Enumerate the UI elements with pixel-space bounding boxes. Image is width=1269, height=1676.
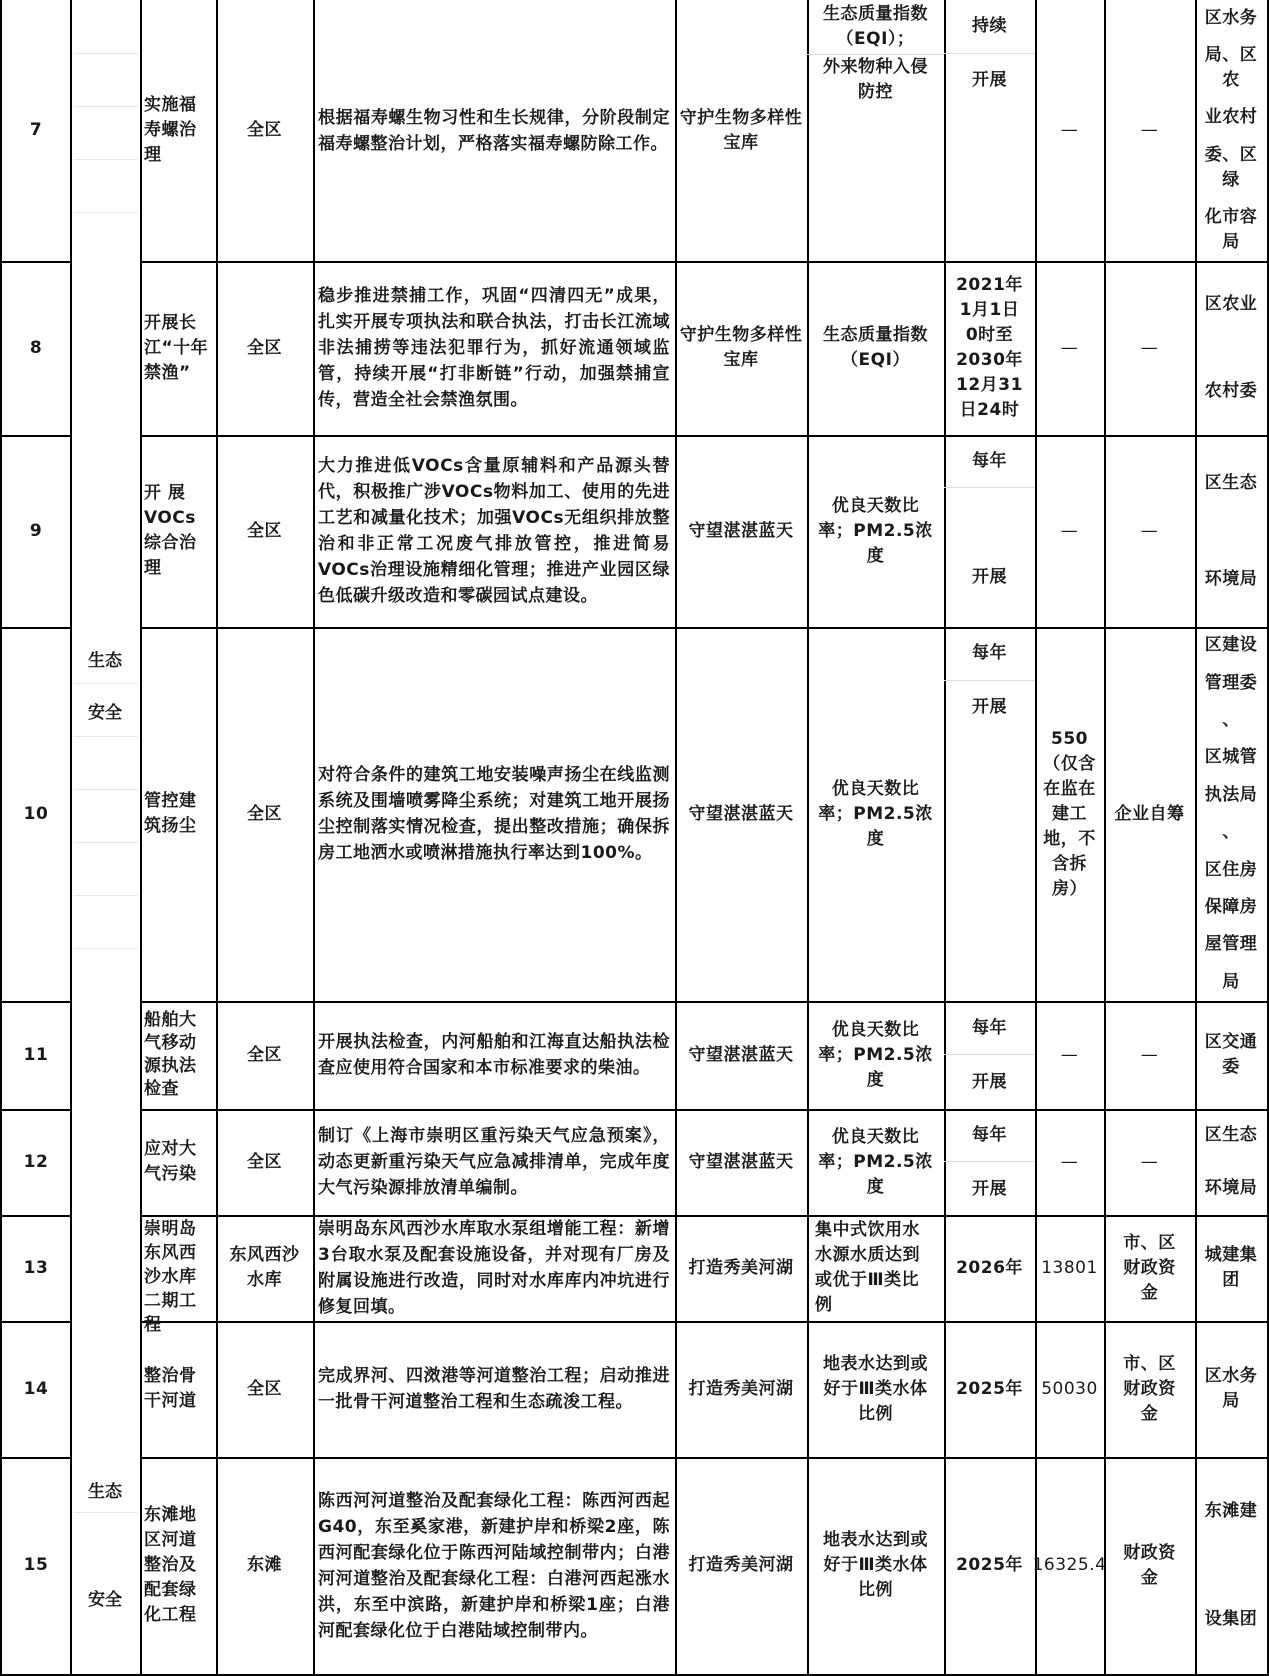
time-line: 开展: [972, 1072, 1007, 1093]
department-cell: [1195, 261, 1269, 437]
category-label: 生态: [88, 1482, 122, 1502]
scope-cell: 全区: [216, 1321, 315, 1459]
time-cell: [944, 627, 1037, 1003]
department-cell: 城建集团: [1195, 1215, 1269, 1323]
project-name: 东滩地区河道整治及配套绿化工程: [140, 1457, 218, 1676]
time-line: 每年: [944, 1109, 1035, 1162]
project-name: 管控建筑扬尘: [140, 627, 218, 1003]
department-cell: [1195, 627, 1269, 1003]
indicator-cell: 优良天数比率；PM2.5浓度: [807, 435, 946, 629]
indicator-cell: 集中式饮用水水源水质达到或优于Ⅲ类比例: [807, 1215, 946, 1323]
category-label: 生态: [88, 651, 122, 671]
category-cell: [70, 435, 142, 629]
scope-cell: 全区: [216, 1001, 315, 1111]
indicator-cell: 优良天数比率；PM2.5浓度: [807, 627, 946, 1003]
category-cell: [70, 1109, 142, 1217]
department-line: 农村委: [1204, 381, 1258, 401]
department-cell: [1195, 0, 1269, 263]
fund-source-cell: —: [1104, 435, 1197, 629]
rule-line: [74, 106, 138, 107]
department-line: 、: [1222, 822, 1240, 843]
rule-line: [74, 53, 138, 54]
category-cell: [70, 1215, 142, 1323]
content-cell: 陈西河河道整治及配套绿化工程：陈西河西起G40，东至奚家港，新建护岸和桥梁2座，陈西河配套绿化位于陈西河陆域控制带内；白港河河道整治及配套绿化工程：白港河西起涨水洪，东至中滨路，新建护岸和桥梁1座；白港河配套绿化位于白港陆域控制带内。: [313, 1457, 677, 1676]
time-line: 每年: [944, 1002, 1035, 1055]
indicator-line: 外来物种入侵防控: [823, 57, 928, 102]
row-number: 14: [0, 1321, 72, 1459]
project-name: 崇明岛东风西沙水库二期工程: [140, 1215, 218, 1323]
goal-cell: 打造秀美河湖: [675, 1457, 809, 1676]
investment-cell: —: [1035, 1001, 1106, 1111]
department-line: 区建设: [1204, 635, 1258, 656]
content-cell: 根据福寿螺生物习性和生长规律，分阶段制定福寿螺整治计划，严格落实福寿螺防除工作。: [313, 0, 677, 263]
time-line: 开展: [972, 697, 1007, 717]
indicator-cell: [807, 0, 946, 263]
scope-cell: 东滩: [216, 1457, 315, 1676]
investment-cell: —: [1035, 1109, 1106, 1217]
investment-cell: 50030: [1035, 1321, 1106, 1459]
indicator-line: 生态质量指数（EQI）；: [807, 0, 944, 55]
goal-cell: 打造秀美河湖: [675, 1321, 809, 1459]
department-line: 局: [1222, 971, 1240, 992]
scope-cell: 全区: [216, 435, 315, 629]
row-number: 7: [0, 0, 72, 263]
rule-line: [74, 212, 138, 213]
scope-cell: 全区: [216, 627, 315, 1003]
rule-line: [74, 948, 138, 949]
indicator-cell: 优良天数比率；PM2.5浓度: [807, 1001, 946, 1111]
department-line: 区水务: [1204, 8, 1258, 29]
project-name: 开展长江“十年禁渔”: [140, 261, 218, 437]
department-line: 区城管: [1204, 747, 1258, 768]
department-cell: 区交通委: [1195, 1001, 1269, 1111]
content-cell: 崇明岛东风西沙水库取水泵组增能工程：新增3台取水泵及配套设施设备，并对现有厂房及附属设施进行改造，同时对水库库内冲坑进行修复回填。: [313, 1215, 677, 1323]
time-cell: [944, 1001, 1037, 1111]
row-number: 11: [0, 1001, 72, 1111]
rule-line: [74, 683, 138, 684]
goal-cell: 守望湛湛蓝天: [675, 1109, 809, 1217]
rule-line: [74, 842, 138, 843]
category-cell: [70, 0, 142, 263]
time-cell: 2026年: [944, 1215, 1037, 1323]
department-line: 保障房: [1204, 896, 1258, 917]
department-line: 区农业: [1204, 294, 1258, 314]
goal-cell: 守护生物多样性宝库: [675, 261, 809, 437]
row-number: 9: [0, 435, 72, 629]
time-cell: [944, 0, 1037, 263]
department-line: 区住房: [1204, 859, 1258, 880]
time-line: 每年: [944, 627, 1035, 681]
time-cell: 2021年1月1日0时至2030年12月31日24时: [944, 261, 1037, 437]
fund-source-cell: —: [1104, 261, 1197, 437]
fund-source-cell: 市、区财政资金: [1104, 1215, 1197, 1323]
department-line: 业农村: [1204, 107, 1258, 128]
department-cell: 区水务局: [1195, 1321, 1269, 1459]
content-cell: 大力推进低VOCs含量原辅料和产品源头替代，积极推广涉VOCs物料加工、使用的先进工艺和减量化技术；加强VOCs无组织排放整治和非正常工况废气排放管控，推进简易VOCs治理设施精细化管理；推进产业园区绿色低碳升级改造和零碳园试点建设。: [313, 435, 677, 629]
indicator-cell: 优良天数比率；PM2.5浓度: [807, 1109, 946, 1217]
indicator-cell: 地表水达到或好于Ⅲ类水体比例: [807, 1321, 946, 1459]
time-line: 开展: [972, 70, 1007, 90]
project-name: 整治骨干河道: [140, 1321, 218, 1459]
fund-source-cell: 企业自筹: [1104, 627, 1197, 1003]
content-cell: 对符合条件的建筑工地安装噪声扬尘在线监测系统及围墙喷雾降尘系统；对建筑工地开展扬尘控制落实情况检查，提出整改措施；确保拆房工地洒水或喷淋措施执行率达到100%。: [313, 627, 677, 1003]
indicator-cell: 生态质量指数（EQI）: [807, 261, 946, 437]
department-line: 管理委: [1204, 672, 1258, 693]
department-line: 局、区农: [1204, 45, 1258, 91]
time-line: 持续: [944, 0, 1035, 54]
goal-cell: 守望湛湛蓝天: [675, 1001, 809, 1111]
department-line: 东滩建: [1204, 1500, 1258, 1521]
indicator-cell: 地表水达到或好于Ⅲ类水体比例: [807, 1457, 946, 1676]
fund-source-cell: —: [1104, 1001, 1197, 1111]
fund-source-cell: —: [1104, 1109, 1197, 1217]
department-line: 设集团: [1204, 1609, 1258, 1630]
category-cell: [70, 261, 142, 437]
scope-cell: 全区: [216, 261, 315, 437]
category-cell: [70, 1321, 142, 1459]
department-cell: [1195, 435, 1269, 629]
row-number: 15: [0, 1457, 72, 1676]
time-cell: 2025年: [944, 1457, 1037, 1676]
department-line: 环境局: [1204, 1178, 1258, 1198]
department-line: 执法局: [1204, 784, 1258, 805]
goal-cell: 守望湛湛蓝天: [675, 627, 809, 1003]
department-line: 屋管理: [1204, 934, 1258, 955]
goal-cell: 守护生物多样性宝库: [675, 0, 809, 263]
content-cell: 稳步推进禁捕工作，巩固“四清四无”成果，扎实开展专项执法和联合执法，打击长江流域非法捕捞等违法犯罪行为，抓好流通领域监管，持续开展“打非断链”行动，加强禁捕宣传，营造全社会禁渔氛围。: [313, 261, 677, 437]
fund-source-cell: 市、区财政资金: [1104, 1321, 1197, 1459]
investment-cell: —: [1035, 261, 1106, 437]
project-name: 开 展VOCs综合治理: [140, 435, 218, 629]
rule-line: [74, 159, 138, 160]
department-line: 化市容局: [1204, 206, 1258, 252]
row-number: 8: [0, 261, 72, 437]
department-line: 委、区绿: [1204, 144, 1258, 190]
project-name: 船舶大气移动源执法检查: [140, 1001, 218, 1111]
rule-line: [74, 1512, 138, 1513]
content-cell: 完成界河、四滧港等河道整治工程；启动推进一批骨干河道整治工程和生态疏浚工程。: [313, 1321, 677, 1459]
rule-line: [74, 895, 138, 896]
category-cell: [70, 1001, 142, 1111]
department-line: 区生态: [1204, 1125, 1258, 1145]
content-cell: 制订《上海市崇明区重污染天气应急预案》，动态更新重污染天气应急减排清单，完成年度大气污染源排放清单编制。: [313, 1109, 677, 1217]
department-line: 区生态: [1204, 472, 1258, 493]
investment-cell: —: [1035, 0, 1106, 263]
department-line: 、: [1222, 709, 1240, 730]
scope-cell: 全区: [216, 0, 315, 263]
department-line: 环境局: [1204, 568, 1258, 589]
scope-cell: 全区: [216, 1109, 315, 1217]
investment-cell: 550（仅含在监在建工地，不含拆房）: [1035, 627, 1106, 1003]
goal-cell: 打造秀美河湖: [675, 1215, 809, 1323]
investment-cell: 16325.4: [1035, 1457, 1106, 1676]
rule-line: [74, 736, 138, 737]
time-cell: 2025年: [944, 1321, 1037, 1459]
rule-line: [74, 789, 138, 790]
category-label: 安全: [88, 703, 122, 723]
investment-cell: 13801: [1035, 1215, 1106, 1323]
content-cell: 开展执法检查，内河船舶和江海直达船执法检查应使用符合国家和本市标准要求的柴油。: [313, 1001, 677, 1111]
time-cell: [944, 435, 1037, 629]
fund-source-cell: 财政资金: [1104, 1457, 1197, 1676]
project-name: 应对大气污染: [140, 1109, 218, 1217]
department-cell: [1195, 1457, 1269, 1676]
project-name: 实施福寿螺治理: [140, 0, 218, 263]
category-label: 安全: [88, 1590, 122, 1610]
time-cell: [944, 1109, 1037, 1217]
time-line: 开展: [972, 1178, 1007, 1199]
department-cell: [1195, 1109, 1269, 1217]
row-number: 13: [0, 1215, 72, 1323]
time-line: 开展: [972, 567, 1007, 587]
goal-cell: 守望湛湛蓝天: [675, 435, 809, 629]
time-line: 每年: [944, 435, 1035, 488]
fund-source-cell: —: [1104, 0, 1197, 263]
row-number: 12: [0, 1109, 72, 1217]
investment-cell: —: [1035, 435, 1106, 629]
row-number: 10: [0, 627, 72, 1003]
scope-cell: 东风西沙水库: [216, 1215, 315, 1323]
